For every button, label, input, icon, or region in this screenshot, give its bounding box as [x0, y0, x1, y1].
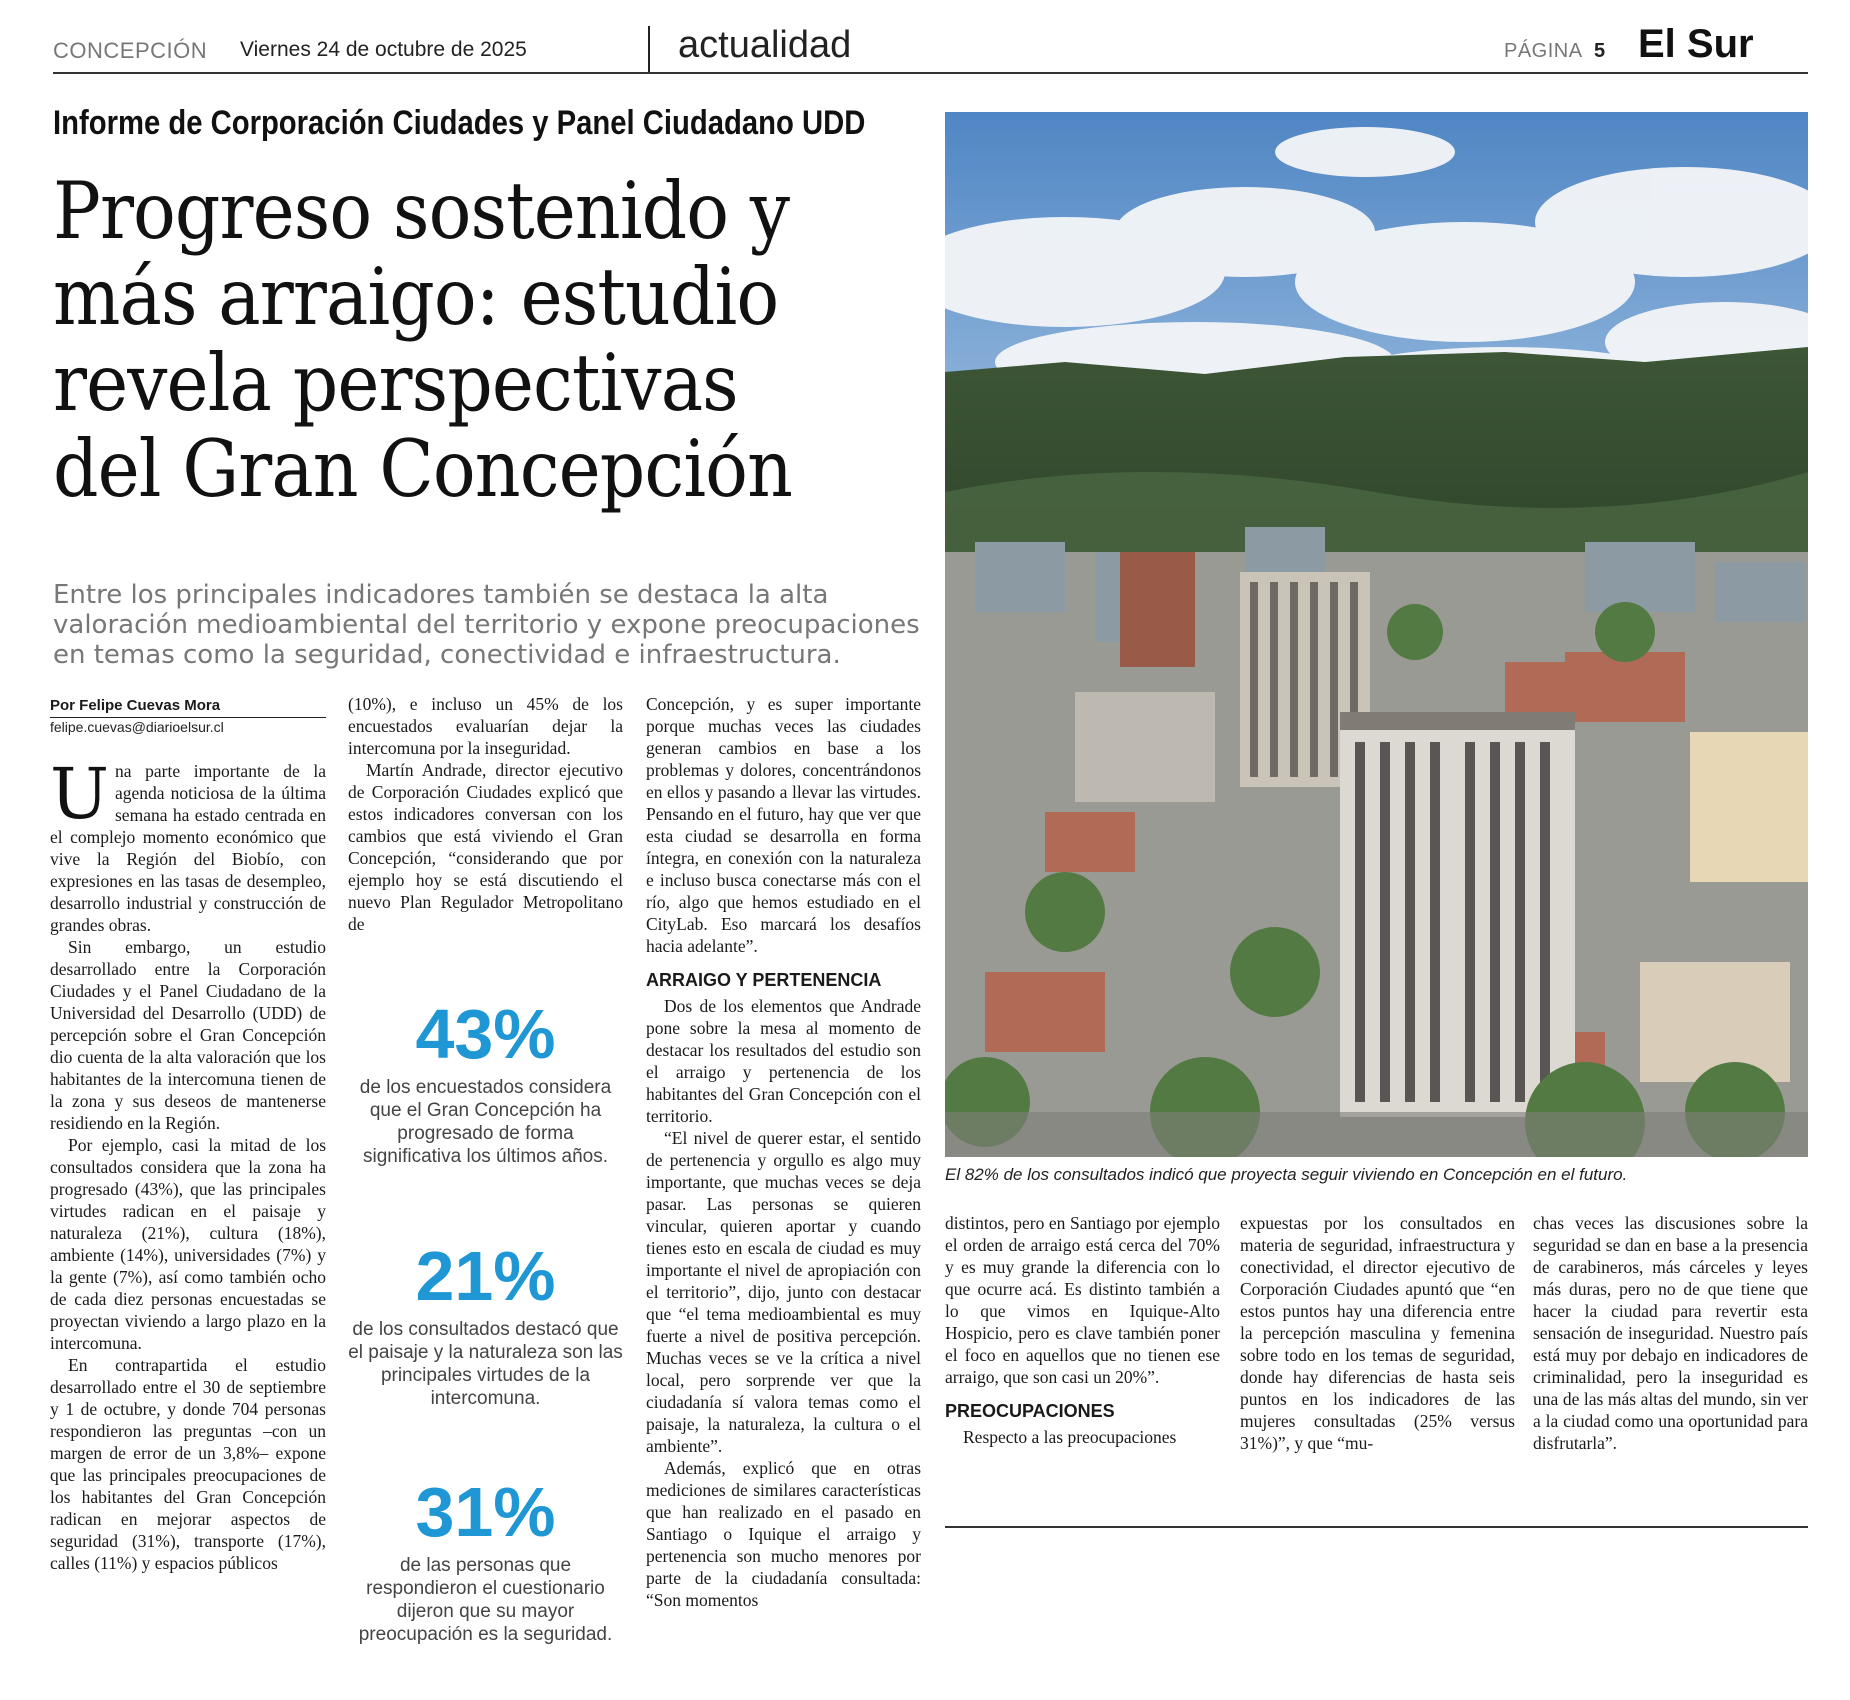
- paragraph-text: na parte importante de la agenda noticiosa de la última semana ha estado centrada en el complejo momento económico que vive la Región del Biobío, con expresiones en las tasas de desempleo, desarrollo industrial y construcción de grandes obras.: [50, 761, 326, 935]
- stat-block: [348, 995, 623, 1168]
- paragraph: En contrapartida el estudio desarrollado entre el 30 de septiembre y 1 de octubre, y donde 704 personas respondieron las preguntas –con un margen de error de un 3,8%– expone que las principales preocupaciones de los habitantes del Gran Concepción radican en mejorar aspectos de seguridad (31%), transporte (17%), calles (11%) y espacios públicos: [50, 1355, 326, 1573]
- publication-date: Viernes 24 de octubre de 2025: [240, 38, 527, 61]
- paragraph: “El nivel de querer estar, el sentido de pertenencia y orgullo es algo muy importante, que muchas veces se deja pasar. Las personas se quieren vincular, quieren aportar y cuando tienes esto en escala de ciudad es muy importante el nivel de apropiación con el territorio”, dijo, junto con destacar que “el tema medioambiental es muy fuerte a nivel de positiva percepción. Muchas veces se ve la crítica a nivel local, pero sorprende ver que la ciudadanía sí valora temas como el paisaje, la naturaleza, la cultura o el ambiente”.: [646, 1128, 921, 1456]
- paragraph: Por ejemplo, casi la mitad de los consultados considera que la zona ha progresado (43%), que las principales virtudes radican en el paisaje y naturaleza (21%), cultura (18%), ambiente (14%), universidades (7%) y la gente (7%), así como también ocho de cada diez personas encuestadas se proyectan viviendo a largo plazo en la intercomuna.: [50, 1135, 326, 1353]
- stat-description: de las personas que respondieron el cuestionario dijeron que su mayor preocupación es la seguridad.: [358, 1555, 613, 1645]
- header-rule: [53, 72, 1808, 74]
- article-deck: Entre los principales indicadores también se destaca la alta valoración medioambiental del territorio y expone preocupaciones en temas como la seguridad, conectividad e infraestructura.: [53, 580, 920, 670]
- paragraph: [50, 753, 326, 936]
- author-email[interactable]: felipe.cuevas@diarioelsur.cl: [50, 719, 224, 735]
- text-column-6: [1533, 1212, 1808, 1454]
- byline: Por Felipe Cuevas Mora: [50, 697, 326, 718]
- photo-caption: El 82% de los consultados indicó que proyecta seguir viviendo en Concepción en el futuro.: [945, 1165, 1628, 1184]
- text-column-5: [1240, 1212, 1515, 1454]
- drop-cap: U: [50, 753, 109, 835]
- header-divider: [648, 26, 650, 74]
- text-column-4: [945, 1212, 1220, 1448]
- paragraph: Respecto a las preocupaciones: [963, 1427, 1177, 1447]
- text-column-2: [348, 693, 623, 935]
- paragraph: Concepción, y es super importante porque muchas veces las ciudades generan cambios en base a los problemas y dolores, concentrándonos en ellos y pasando a llevar las virtudes. Pensando en el futuro, hay que ver que esta ciudad se desarrolla en forma íntegra, en conexión con la naturaleza e incluso busca conectarse más con el río, algo que hemos estudiado en el CityLab. Eso marcará los desafíos hacia adelante”.: [646, 694, 921, 956]
- page-number: 5: [1594, 40, 1606, 62]
- city-photo: [945, 112, 1808, 1157]
- stat-value: 21%: [415, 1237, 556, 1315]
- paragraph: Martín Andrade, director ejecutivo de Corporación Ciudades explicó que estos indicadores conversan con los cambios que está viviendo el Gran Concepción, “considerando que por ejemplo hoy se está discutiendo el nuevo Plan Regulador Metropolitano de: [348, 760, 623, 934]
- section-name: actualidad: [678, 24, 852, 66]
- stat-block: [348, 1237, 623, 1410]
- stat-value: 31%: [415, 1473, 556, 1551]
- text-column-3: [646, 693, 921, 1611]
- stat-value: 43%: [415, 995, 556, 1073]
- article-end-rule: [945, 1526, 1808, 1528]
- subhead: PREOCUPACIONES: [945, 1401, 1115, 1421]
- paragraph: distintos, pero en Santiago por ejemplo el orden de arraigo está cerca del 70% y es muy grande la diferencia con lo que ocurre acá. Es distinto también a lo que vimos en Iquique-Alto Hospicio, pero es clave también poner el foco en aquellos que no tienen ese arraigo, que son casi un 20%”.: [945, 1213, 1220, 1387]
- paragraph: Además, explicó que en otras mediciones de similares características que han realizado en el pasado en Santiago o Iquique el arraigo y pertenencia son mucho menores por parte de la ciudadanía consultada: “Son momentos: [646, 1458, 921, 1610]
- paragraph: (10%), e incluso un 45% de los encuestados evaluarían dejar la intercomuna por la inseguridad.: [348, 694, 623, 758]
- article-kicker: Informe de Corporación Ciudades y Panel Ciudadano UDD: [53, 104, 866, 142]
- paragraph: expuestas por los consultados en materia de seguridad, infraestructura y conectividad, el director ejecutivo de Corporación Ciudades apuntó que “en estos puntos hay una diferencia entre la percepción masculina y femenina sobre todo en los temas de seguridad, donde hay diferencias de hasta seis puntos en los indicadores de las mujeres consultadas (25% versus 31%)”, y que “mu-: [1240, 1213, 1515, 1453]
- stat-description: de los encuestados considera que el Gran Concepción ha progresado de forma significativa los últimos años.: [359, 1077, 612, 1167]
- paragraph: chas veces las discusiones sobre la seguridad se dan en base a la presencia de carabineros, más cárceles y leyes más duras, pero no de que tiene que hacer la ciudad para revertir esta sensación de inseguridad. Nuestro país está muy por debajo en indicadores de criminalidad, pero la inseguridad es una de las más altas del mundo, sin ver a la ciudad como una oportunidad para disfrutarla”.: [1533, 1213, 1808, 1453]
- text-column-1: [50, 753, 326, 1574]
- subhead: ARRAIGO Y PERTENENCIA: [646, 970, 882, 990]
- article-headline: Progreso sostenido y más arraigo: estudio revela perspectivas del Gran Concepción: [53, 165, 792, 515]
- section-location: CONCEPCIÓN: [53, 38, 208, 63]
- page-label: PÁGINA: [1504, 40, 1583, 62]
- newspaper-logo: El Sur: [1638, 22, 1754, 66]
- stat-description: de los consultados destacó que el paisaje y la naturaleza son las principales virtudes de la intercomuna.: [348, 1319, 623, 1409]
- paragraph: Sin embargo, un estudio desarrollado entre la Corporación Ciudades y el Panel Ciudadano de la Universidad del Desarrollo (UDD) de percepción sobre el Gran Concepción dio cuenta de la alta valoración que los habitantes de la intercomuna tienen de la zona y sus deseos de mantenerse residiendo en la Región.: [50, 937, 326, 1133]
- stat-block: [348, 1473, 623, 1646]
- paragraph: Dos de los elementos que Andrade pone sobre la mesa al momento de destacar los resultados del estudio son el arraigo y pertenencia de los habitantes del Gran Concepción con el territorio.: [646, 996, 921, 1126]
